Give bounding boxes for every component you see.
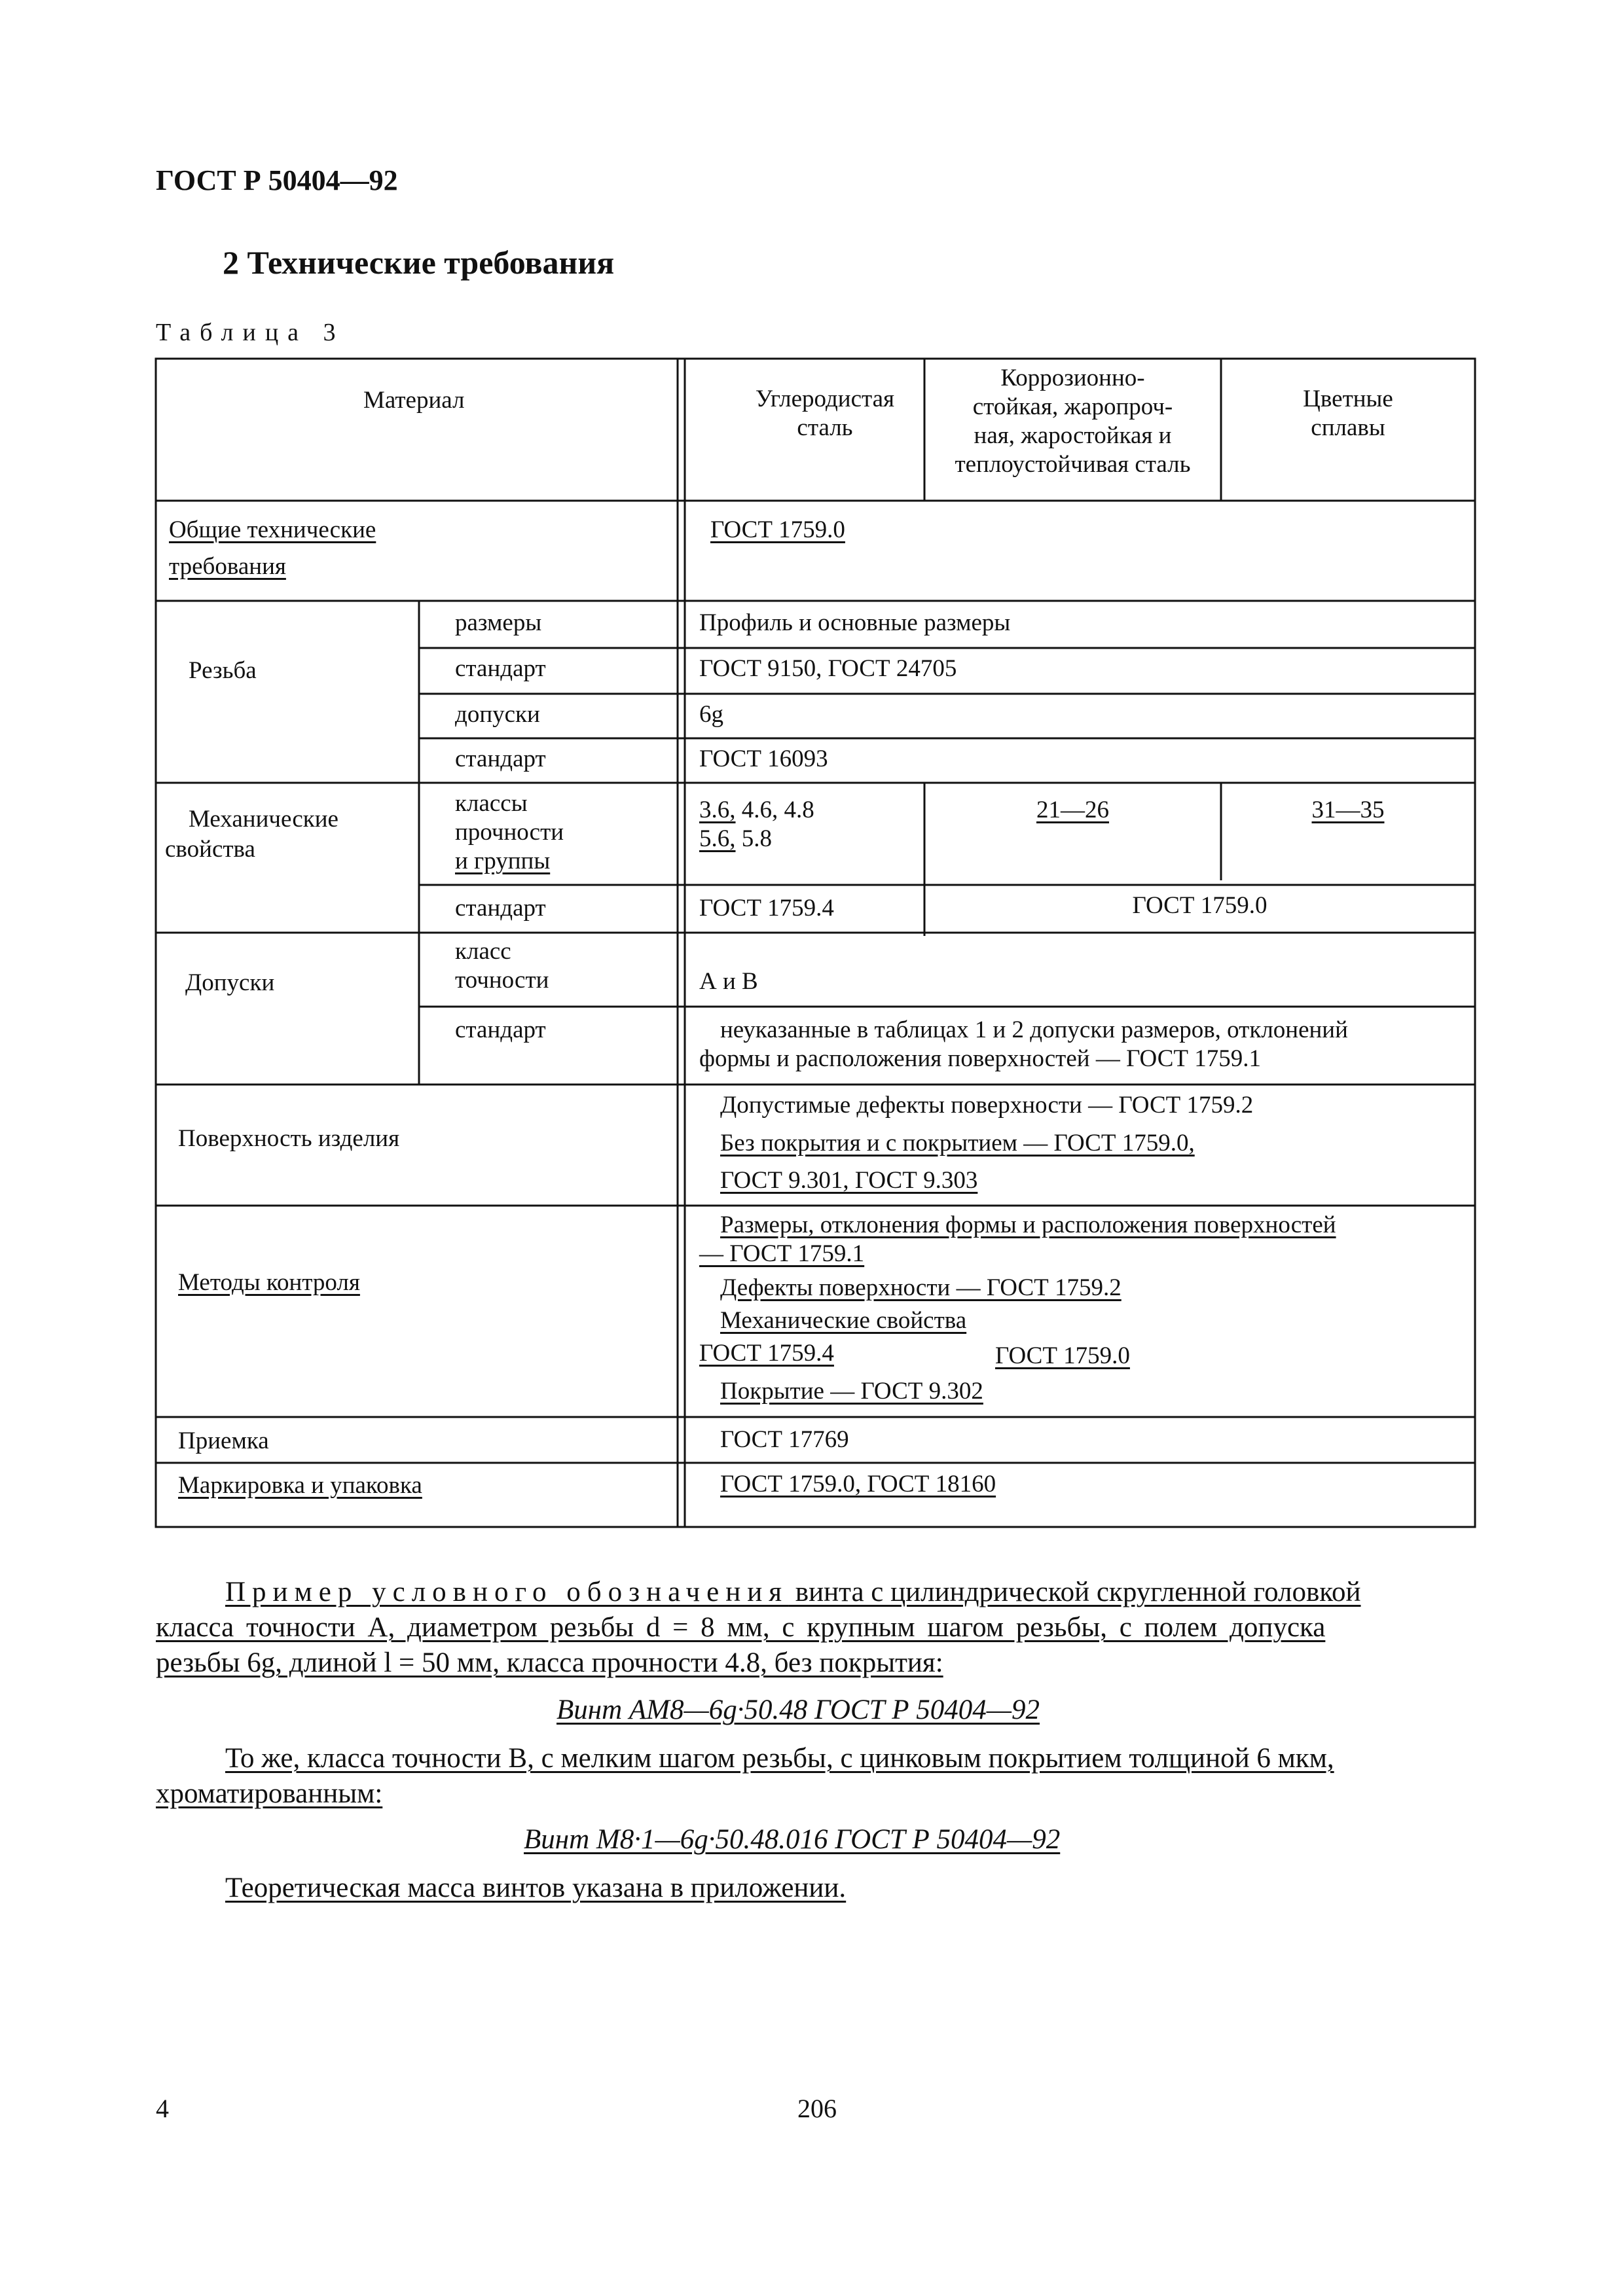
page-number-center: 206 xyxy=(797,2094,837,2123)
acceptance-label: Приемка xyxy=(178,1427,269,1454)
accuracy-class-value: А и В xyxy=(699,968,758,995)
control-line5a: ГОСТ 1759.4 xyxy=(699,1340,834,1367)
mechanical-label: Механические xyxy=(189,806,338,833)
control-line4: Механические свойства xyxy=(720,1307,967,1334)
control-line2: — ГОСТ 1759.1 xyxy=(699,1240,865,1267)
strength-classes-label: классы прочности и группы xyxy=(455,790,564,874)
mechanical-std-carbon: ГОСТ 1759.4 xyxy=(699,895,834,922)
section-title: 2 Технические требования xyxy=(223,244,615,281)
example-line3: резьбы 6g, длиной l = 50 мм, класса прочности 4.8, без покрытия: xyxy=(156,1647,943,1678)
marking-label: Маркировка и упаковка xyxy=(178,1472,422,1499)
surface-coating: Без покрытия и с покрытием — ГОСТ 1759.0, xyxy=(720,1130,1195,1157)
thread-value: Профиль и основные размеры xyxy=(699,609,1011,636)
marking-value: ГОСТ 1759.0, ГОСТ 18160 xyxy=(720,1471,996,1498)
thread-label: Резьба xyxy=(189,657,257,684)
document-code: ГОСТ Р 50404—92 xyxy=(156,164,398,196)
general-value: ГОСТ 1759.0 xyxy=(710,516,845,543)
header-nonferrous: Цветные сплавы xyxy=(1303,386,1393,441)
mechanical-label-2: свойства xyxy=(165,836,255,863)
designation-1: Винт АМ8—6g·50.48 ГОСТ Р 50404—92 xyxy=(556,1695,1040,1725)
example-line2: класса точности А, диаметром резьбы d = 8 мм, с крупным шагом резьбы, с полем допуска xyxy=(156,1612,1326,1643)
thread-value: 6g xyxy=(699,701,723,728)
thread-param: размеры xyxy=(455,609,542,636)
surface-defects: Допустимые дефекты поверхности — ГОСТ 1759.2 xyxy=(720,1092,1254,1119)
nonferrous-strength-classes: 31—35 xyxy=(1311,797,1385,823)
thread-value: ГОСТ 9150, ГОСТ 24705 xyxy=(699,655,957,682)
mechanical-std-label: стандарт xyxy=(455,895,546,922)
surface-coating-std: ГОСТ 9.301, ГОСТ 9.303 xyxy=(720,1167,978,1194)
general-label: Общие технические требования xyxy=(169,516,376,580)
control-line6: Покрытие — ГОСТ 9.302 xyxy=(720,1378,983,1405)
accuracy-class-label: класс точности xyxy=(455,938,549,994)
page-number-left: 4 xyxy=(156,2094,169,2123)
tolerances-std-value: неуказанные в таблицах 1 и 2 допуски размеров, отклонений формы и расположения поверхностей — ГОСТ 1759.1 xyxy=(699,1016,1348,1072)
thread-param: стандарт xyxy=(455,745,546,772)
designation-2: Винт М8·1—6g·50.48.016 ГОСТ Р 50404—92 xyxy=(524,1824,1061,1855)
corrosion-strength-classes: 21—26 xyxy=(1036,797,1109,823)
mass-note: Теоретическая масса винтов указана в приложении. xyxy=(225,1873,847,1903)
header-carbon-steel: Углеродистая сталь xyxy=(755,386,895,441)
control-label: Методы контроля xyxy=(178,1269,360,1296)
example2-line1: То же, класса точности В, с мелким шагом резьбы, с цинковым покрытием толщиной 6 мкм, xyxy=(225,1743,1334,1774)
thread-param: стандарт xyxy=(455,655,546,682)
tolerances-std-label: стандарт xyxy=(455,1016,546,1043)
example2-line2: хроматированным: xyxy=(156,1778,383,1809)
control-line5b: ГОСТ 1759.0 xyxy=(995,1342,1130,1369)
example-line1: Пример условного обозначения винта с цилиндрической скругленной головкой xyxy=(225,1577,1361,1607)
carbon-strength-classes: 3.6, 4.6, 4.8 5.6, 5.8 xyxy=(699,797,814,852)
mechanical-std-other: ГОСТ 1759.0 xyxy=(1132,892,1267,919)
control-line3: Дефекты поверхности — ГОСТ 1759.2 xyxy=(720,1274,1122,1301)
header-corrosion-steel: Коррозионно- стойкая, жаропроч- ная, жаростойкая и теплоустойчивая сталь xyxy=(955,365,1191,478)
thread-value: ГОСТ 16093 xyxy=(699,745,828,772)
acceptance-value: ГОСТ 17769 xyxy=(720,1426,849,1453)
header-material: Материал xyxy=(363,387,465,414)
table-caption: Таблица 3 xyxy=(156,319,345,346)
control-line1: Размеры, отклонения формы и расположения поверхностей xyxy=(720,1211,1336,1238)
surface-label: Поверхность изделия xyxy=(178,1125,400,1152)
tolerances-label: Допуски xyxy=(185,969,275,996)
thread-param: допуски xyxy=(455,701,540,728)
